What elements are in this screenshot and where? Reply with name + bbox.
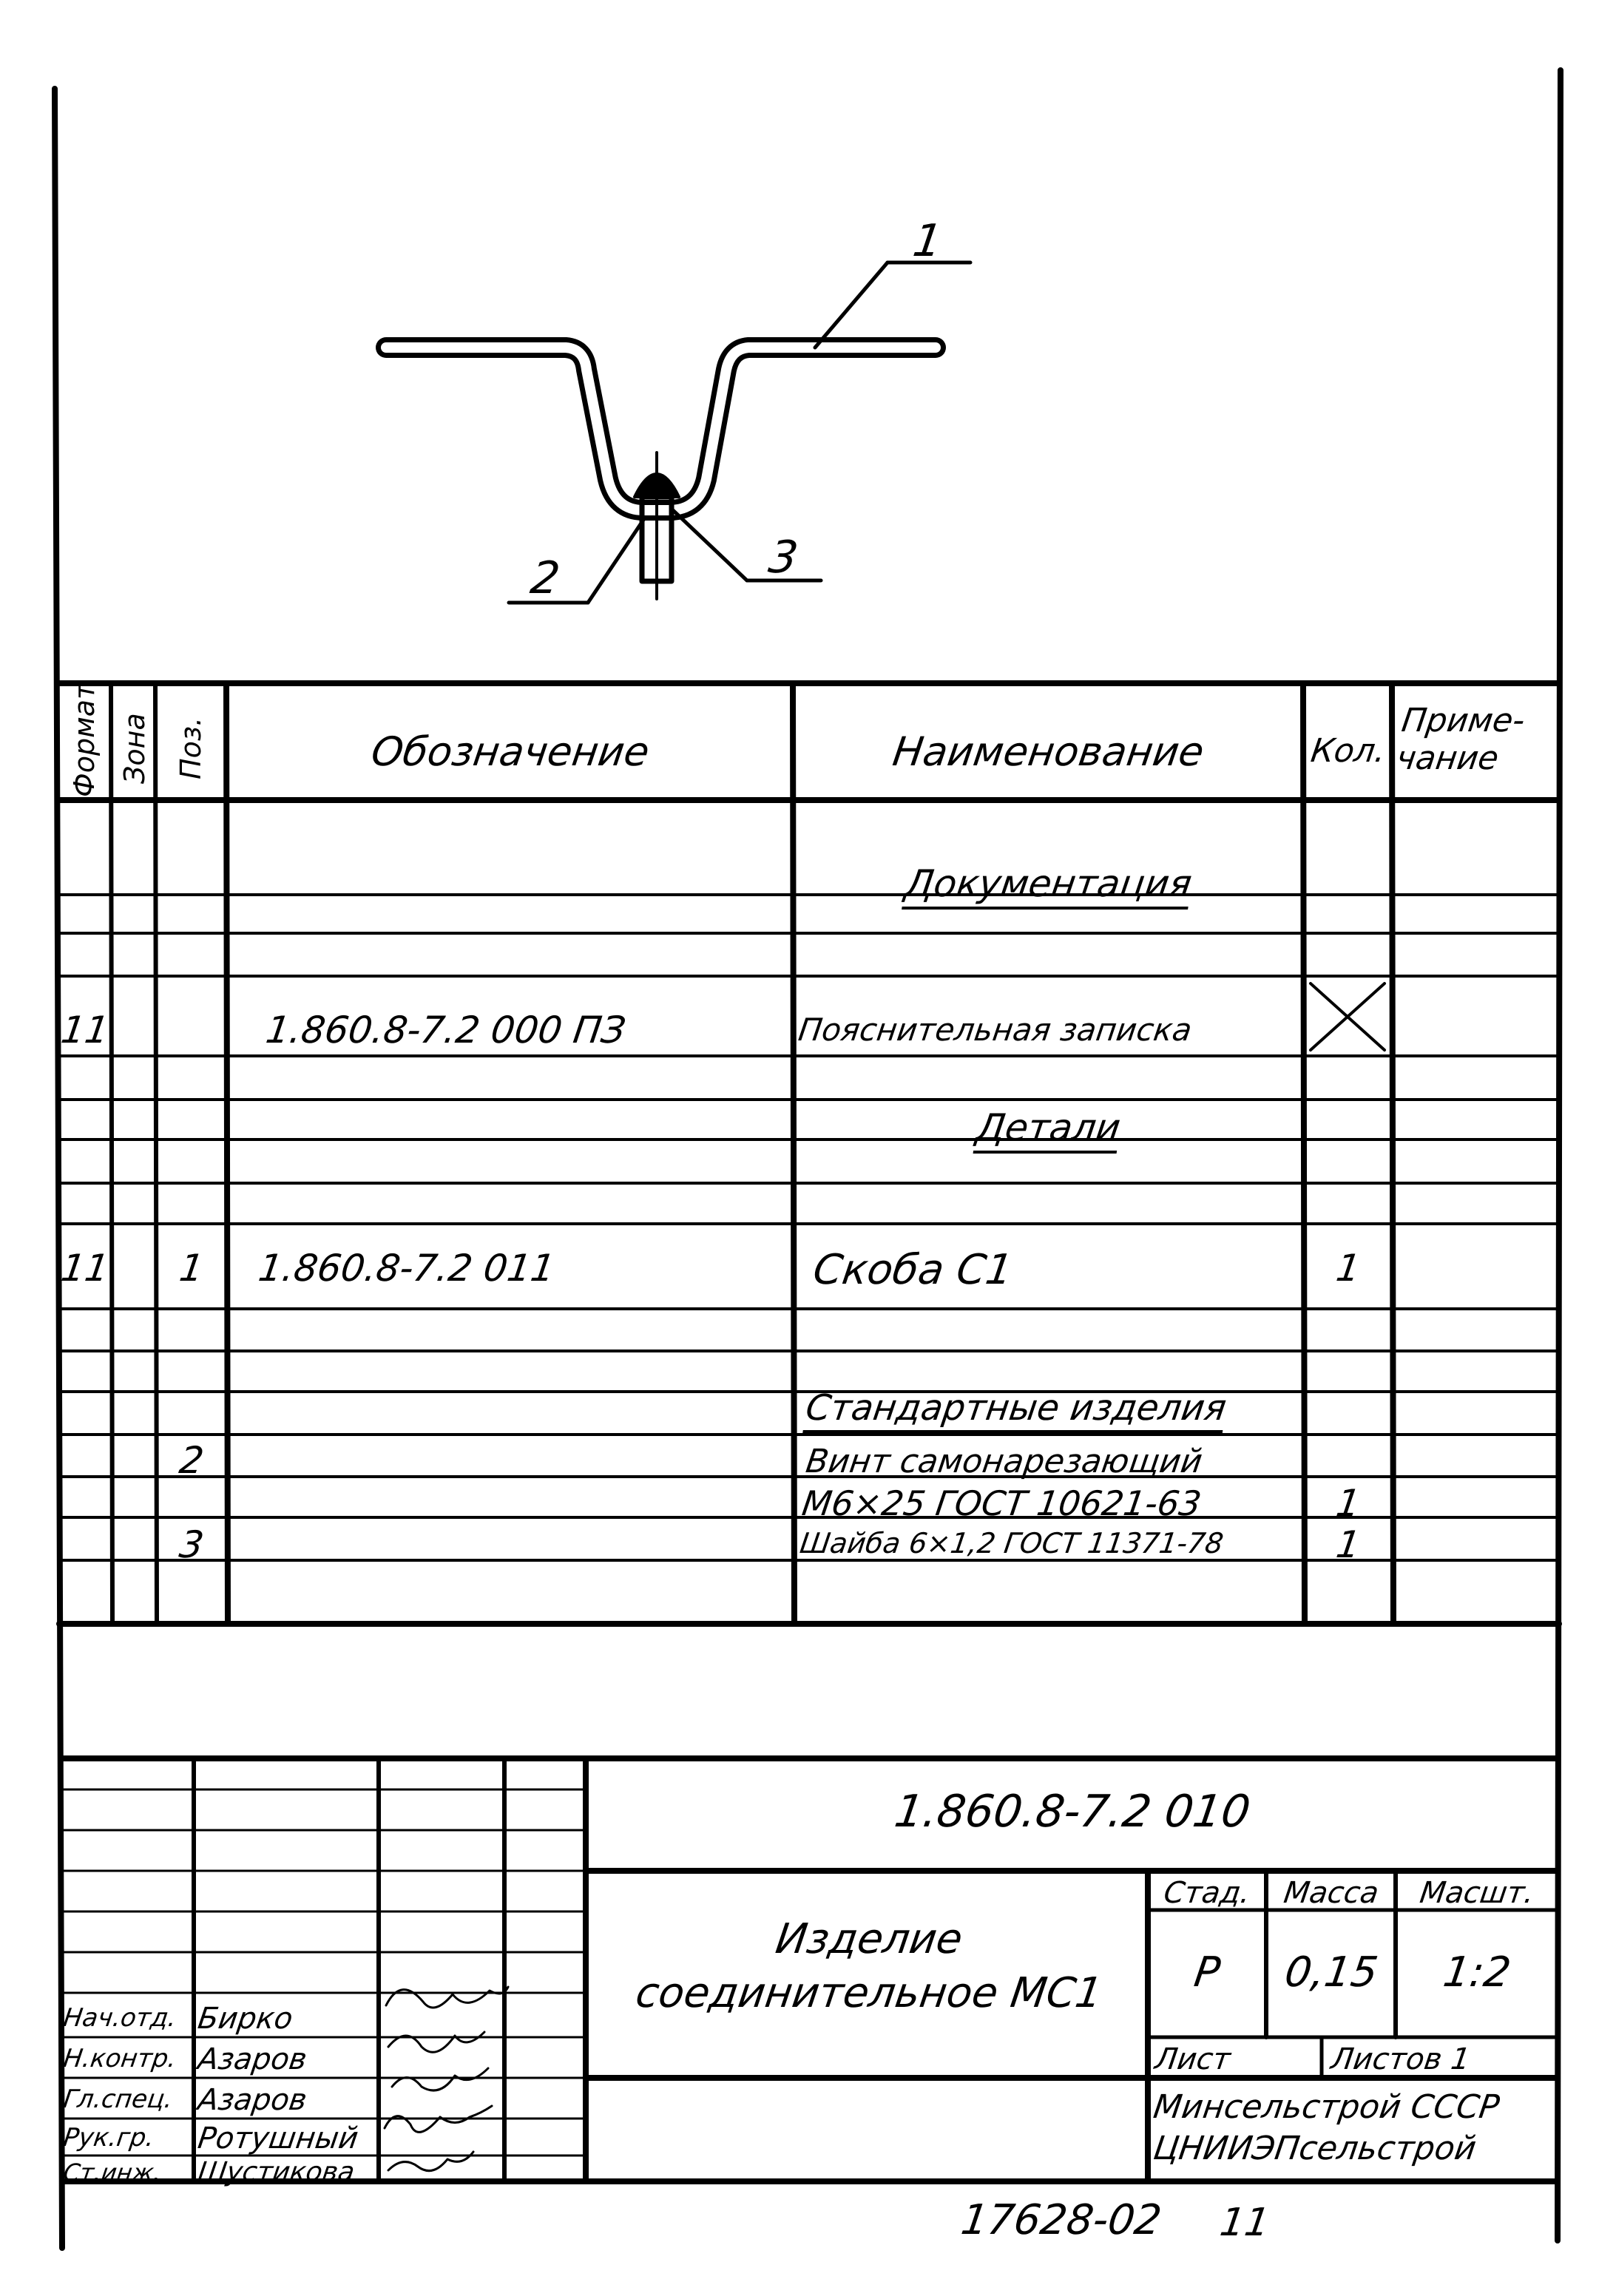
bracket-drawing bbox=[386, 263, 970, 603]
row-format: 11 bbox=[58, 1009, 112, 1052]
row-format: 11 bbox=[58, 1247, 112, 1290]
row-name: М6×25 ГОСТ 10621-63 bbox=[799, 1483, 1204, 1523]
sheets-label: Листов 1 bbox=[1328, 2042, 1473, 2076]
archive-number: 17628-02 bbox=[958, 2196, 1165, 2244]
sig-name: Ротушный bbox=[195, 2121, 361, 2156]
section-heading: Стандартные изделия bbox=[803, 1387, 1229, 1429]
row-name: Шайба 6×1,2 ГОСТ 11371-78 bbox=[797, 1527, 1225, 1560]
header-name: Наименование bbox=[890, 728, 1207, 775]
sig-role: Гл.спец. bbox=[61, 2085, 175, 2114]
header-note: Приме-чание bbox=[1393, 702, 1528, 777]
row-designation: 1.860.8-7.2 000 ПЗ bbox=[263, 1009, 629, 1052]
mass-value: 0,15 bbox=[1282, 1948, 1381, 1997]
row-name: Скоба С1 bbox=[810, 1246, 1016, 1294]
sheet-label: Лист bbox=[1152, 2042, 1233, 2076]
row-pos: 2 bbox=[177, 1439, 206, 1482]
row-pos: 3 bbox=[177, 1523, 206, 1566]
sig-name: Бирко bbox=[195, 2002, 295, 2036]
sig-role: Ст.инж. bbox=[61, 2158, 163, 2187]
callout-1: 1 bbox=[910, 215, 946, 267]
product-name-line2: соединительное МС1 bbox=[632, 1969, 1106, 2017]
section-heading: Детали bbox=[973, 1106, 1123, 1149]
header-pos: Поз. bbox=[175, 717, 207, 779]
callout-2: 2 bbox=[527, 552, 564, 604]
org-line2: ЦНИИЭПсельстрой bbox=[1151, 2130, 1479, 2167]
row-qty: 1 bbox=[1333, 1523, 1363, 1566]
row-name: Винт самонарезающий bbox=[803, 1443, 1205, 1480]
page-number: 11 bbox=[1217, 2201, 1273, 2245]
stage-label: Стад. bbox=[1161, 1876, 1253, 1910]
row-name: Пояснительная записка bbox=[796, 1012, 1194, 1048]
product-name-line1: Изделие bbox=[772, 1915, 966, 1963]
row-pos: 1 bbox=[177, 1247, 206, 1290]
row-designation: 1.860.8-7.2 011 bbox=[255, 1247, 558, 1290]
sig-role: Рук.гр. bbox=[61, 2123, 157, 2153]
section-heading: Документация bbox=[902, 862, 1195, 905]
sig-name: Азаров bbox=[195, 2083, 309, 2117]
header-qty: Кол. bbox=[1308, 732, 1388, 770]
header-zone: Зона bbox=[118, 713, 151, 784]
org-line1: Минсельстрой СССР bbox=[1151, 2088, 1502, 2126]
sig-name: Азаров bbox=[195, 2042, 309, 2076]
stage-value: Р bbox=[1191, 1948, 1223, 1997]
sig-role: Н.контр. bbox=[61, 2044, 178, 2073]
doc-number: 1.860.8-7.2 010 bbox=[891, 1786, 1254, 1838]
sig-role: Нач.отд. bbox=[61, 2003, 179, 2033]
header-format: Формат bbox=[68, 683, 101, 797]
row-qty: 1 bbox=[1333, 1482, 1363, 1525]
row-qty: 1 bbox=[1333, 1247, 1363, 1290]
header-designation: Обозначение bbox=[368, 728, 652, 775]
mass-label: Масса bbox=[1282, 1876, 1381, 1910]
scale-value: 1:2 bbox=[1440, 1948, 1514, 1997]
callout-3: 3 bbox=[765, 532, 802, 583]
sig-name: Шустикова bbox=[196, 2157, 356, 2187]
scale-label: Масшт. bbox=[1417, 1876, 1537, 1910]
